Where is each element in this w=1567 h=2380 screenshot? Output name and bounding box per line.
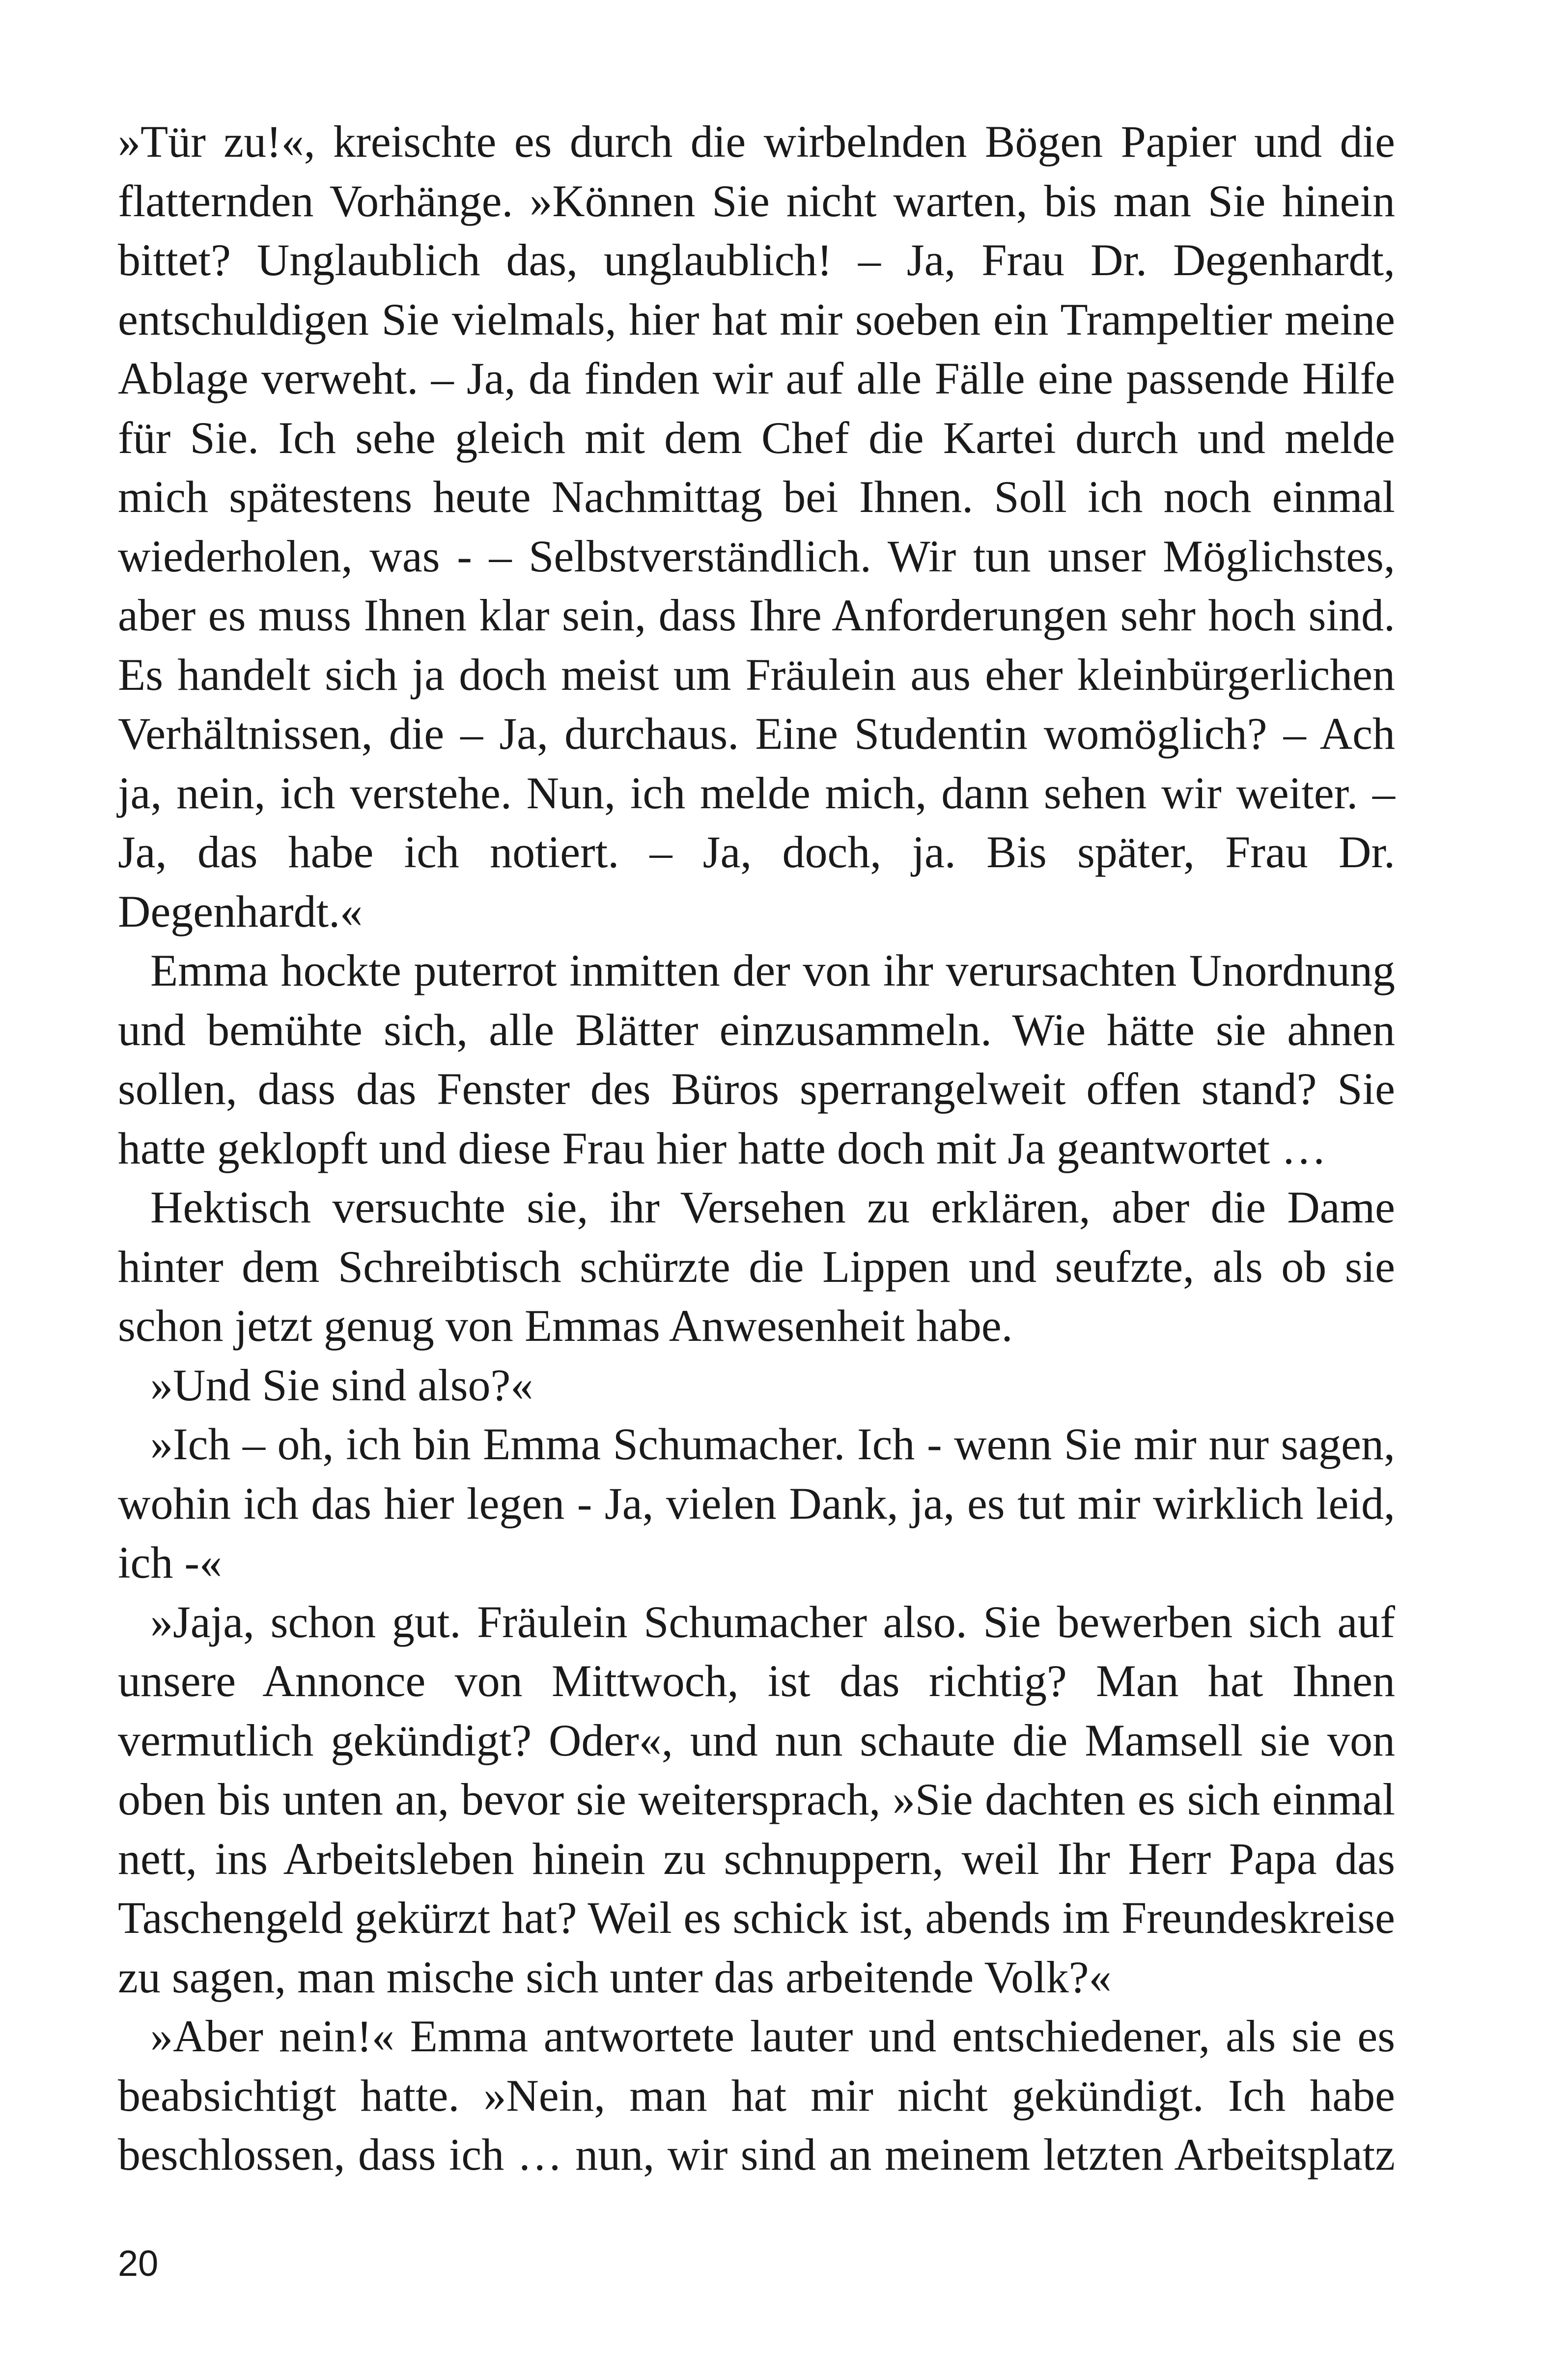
paragraph-3: Hektisch versuchte sie, ihr Versehen zu erklären, aber die Dame hinter dem Schreibtisch schürzte die Lippen und seufzte, als ob sie schon jetzt genug von Emmas Anwesenheit habe. [118, 1182, 1395, 1351]
paragraph-5: »Ich – oh, ich bin Emma Schumacher. Ich - wenn Sie mir nur sagen, wohin ich das hier legen - Ja, vielen Dank, ja, es tut mir wirklich leid, ich -« [118, 1419, 1395, 1587]
body-text [118, 112, 1395, 2184]
paragraph-7: »Aber nein!« Emma antwortete lauter und entschiedener, als sie es beabsichtigt hatte. »Nein, man hat mir nicht gekündigt. Ich habe beschlossen, dass ich … nun, wir sind an meinem letzten Arbeitsplatz [118, 2011, 1395, 2180]
paragraph-6: »Jaja, schon gut. Fräulein Schumacher also. Sie bewerben sich auf unsere Annonce von Mittwoch, ist das richtig? Man hat Ihnen vermutlich gekündigt? Oder«, und nun schaute die Mamsell sie von oben bis unten an, bevor sie weitersprach, »Sie dachten es sich einmal nett, ins Arbeitsleben hinein zu schnuppern, weil Ihr Herr Papa das Taschengeld gekürzt hat? Weil es schick ist, abends im Freundeskreise zu sagen, man mische sich unter das arbeitende Volk?« [118, 1596, 1395, 2002]
page-number: 20 [118, 2243, 159, 2284]
paragraph-2: Emma hockte puterrot inmitten der von ihr verursachten Unordnung und bemühte sich, alle Blätter einzusammeln. Wie hätte sie ahnen sollen, dass das Fenster des Büros sperrangelweit offen stand? Sie hatte geklopft und diese Frau hier hatte doch mit Ja geantwortet … [118, 945, 1395, 1173]
paragraph-4: »Und Sie sind also?« [150, 1360, 533, 1410]
paragraph-1: »Tür zu!«, kreischte es durch die wirbelnden Bögen Papier und die flatternden Vorhänge. »Können Sie nicht warten, bis man Sie hinein bittet? Unglaublich das, unglaublich! – Ja, Frau Dr. Degenhardt, entschuldigen Sie vielmals, hier hat mir soeben ein Trampeltier meine Ablage verweht. – Ja, da finden wir auf alle Fälle eine passende Hilfe für Sie. Ich sehe gleich mit dem Chef die Kartei durch und melde mich spätestens heute Nachmittag bei Ihnen. Soll ich noch einmal wiederholen, was - – Selbstverständlich. Wir tun unser Möglichstes, aber es muss Ihnen klar sein, dass Ihre Anforderungen sehr hoch sind. Es handelt sich ja doch meist um Fräulein aus eher kleinbürgerlichen Verhältnissen, die – Ja, durchaus. Eine Studentin womöglich? – Ach ja, nein, ich verstehe. Nun, ich melde mich, dann sehen wir weiter. – Ja, das habe ich notiert. – Ja, doch, ja. Bis später, Frau Dr. Degenhardt.« [118, 116, 1395, 936]
